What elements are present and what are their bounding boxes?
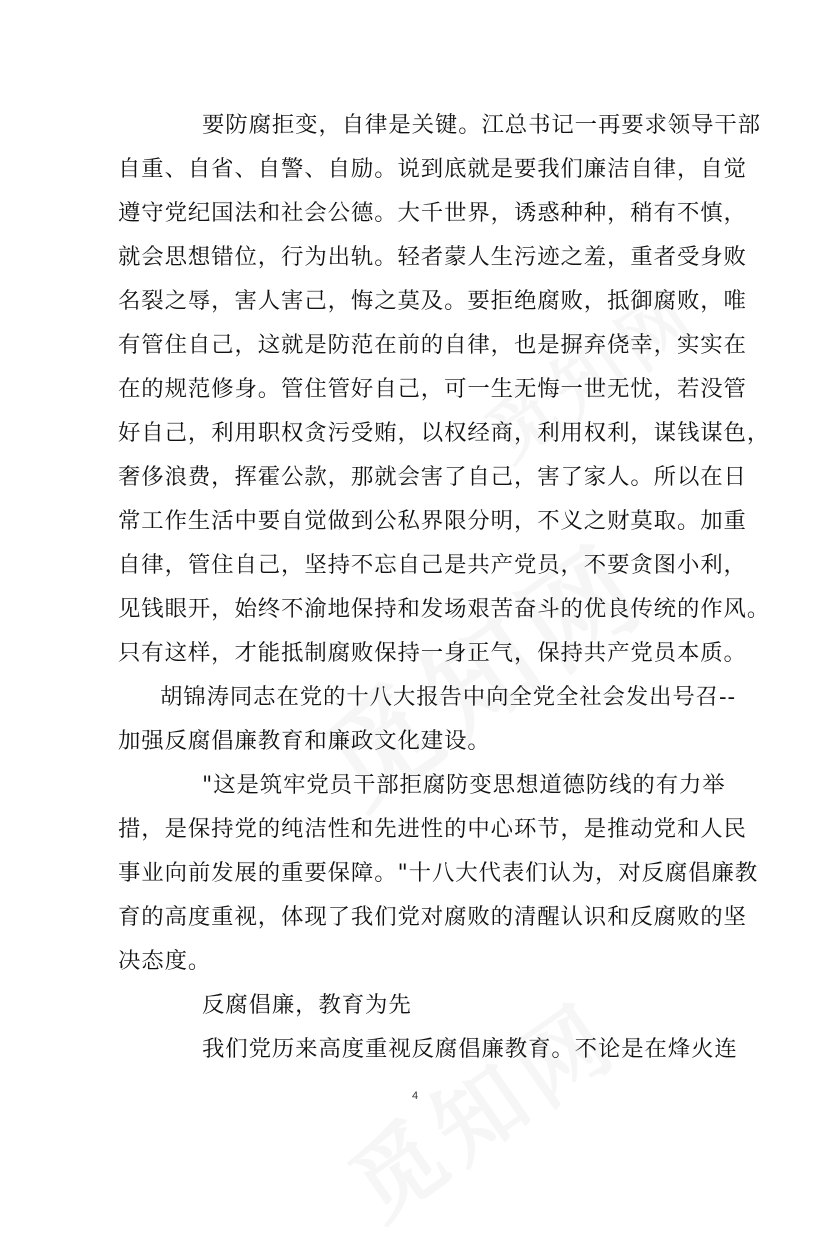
text-line: 遵守党纪国法和社会公德。大千世界，诱惑种种，稍有不慎， [118,200,747,226]
text-line: 在的规范修身。管住管好自己，可一生无悔一世无忧，若没管 [118,376,747,402]
text-line: 自律，管住自己，坚持不忘自己是共产党员，不要贪图小利， [118,552,747,578]
text-line: 事业向前发展的重要保障。"十八大代表们认为，对反腐倡廉教 [118,860,759,886]
text-line: 名裂之辱，害人害己，悔之莫及。要拒绝腐败，抵御腐败，唯 [118,288,747,314]
text-line: 我们党历来高度重视反腐倡廉教育。不论是在烽火连 [202,1036,738,1062]
text-line: 见钱眼开，始终不渝地保持和发场艰苦奋斗的优良传统的作风。 [118,596,771,622]
text-line: 育的高度重视，体现了我们党对腐败的清醒认识和反腐败的坚 [118,904,747,930]
text-line: 只有这样，才能抵制腐败保持一身正气，保持共产党员本质。 [118,640,747,666]
text-line: 好自己，利用职权贪污受贿，以权经商，利用权利，谋钱谋色， [118,420,771,446]
text-line: 胡锦涛同志在党的十八大报告中向全党全社会发出号召-- [160,684,736,710]
text-line: 奢侈浪费，挥霍公款，那就会害了自己，害了家人。所以在日 [118,464,747,490]
text-line: 要防腐拒变，自律是关键。江总书记一再要求领导干部 [202,112,761,138]
text-line: 有管住自己，这就是防范在前的自律，也是摒弃侥幸，实实在 [118,332,747,358]
text-line: 措，是保持党的纯洁性和先进性的中心环节，是推动党和人民 [118,816,747,842]
text-line: 自重、自省、自警、自励。说到底就是要我们廉洁自律，自觉 [118,156,747,182]
text-line: 就会思想错位，行为出轨。轻者蒙人生污迹之羞，重者受身败 [118,244,747,270]
text-line: "这是筑牢党员干部拒腐防变思想道德防线的有力举 [202,772,726,798]
text-line: 常工作生活中要自觉做到公私界限分明，不义之财莫取。加重 [118,508,747,534]
text-line: 加强反腐倡廉教育和廉政文化建设。 [118,728,491,754]
page-number: 4 [411,1090,419,1102]
text-line: 决态度。 [118,948,212,974]
section-heading: 反腐倡廉，教育为先 [202,992,412,1018]
